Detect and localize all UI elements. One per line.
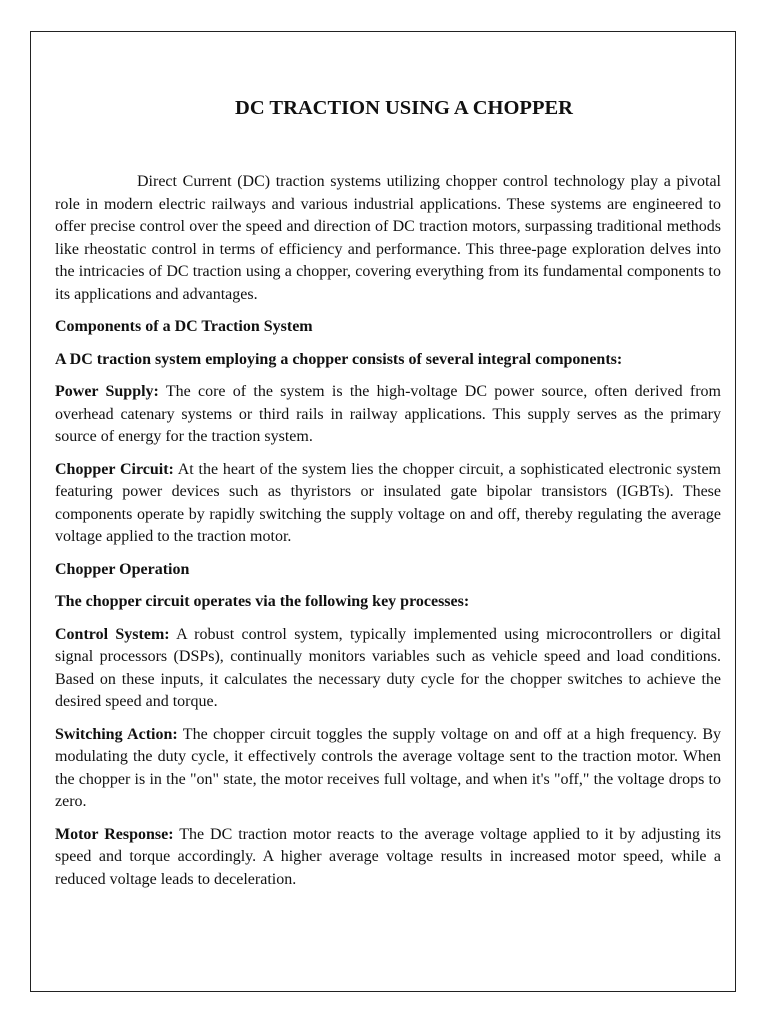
text-power-supply: The core of the system is the high-voltage DC power source, often derived from overhead catenary systems or third rails in railway applications. This supply serves as the primary source of energy for the traction system. bbox=[55, 383, 721, 445]
document-body bbox=[55, 94, 721, 891]
term-power-supply: Power Supply: bbox=[55, 383, 159, 400]
section-heading-operation: Chopper Operation bbox=[55, 560, 190, 578]
paragraph-power-supply bbox=[55, 381, 721, 449]
text-motor-response: The DC traction motor reacts to the average voltage applied to it by adjusting its speed and torque accordingly. A higher average voltage results in increased motor speed, while a reduced voltage leads to deceleration. bbox=[55, 825, 722, 888]
paragraph-motor-response bbox=[55, 824, 721, 892]
term-motor-response: Motor Response: bbox=[55, 825, 174, 843]
term-switching-action: Switching Action: bbox=[55, 725, 178, 743]
text-control-system: A robust control system, typically implemented using microcontrollers or digital signal processors (DSPs), continually monitors variables such as vehicle speed and load conditions. Based on these inputs, it calculates the necessary duty cycle for the chopper switches to achieve the desired speed and torque. bbox=[55, 625, 721, 710]
section-heading-components: Components of a DC Traction System bbox=[55, 318, 313, 335]
paragraph-chopper-circuit bbox=[55, 459, 721, 549]
term-control-system: Control System: bbox=[55, 625, 170, 643]
section-subheading-operation: The chopper circuit operates via the following key processes: bbox=[55, 593, 470, 610]
text-chopper-circuit: At the heart of the system lies the chopper circuit, a sophisticated electronic system featuring power devices such as thyristors or insulated gate bipolar transistors (IGBTs). These components operate by rapidly switching the supply voltage on and off, thereby regulating the average voltage applied to the traction motor. bbox=[55, 460, 722, 545]
text-switching-action: The chopper circuit toggles the supply voltage on and off at a high frequency. By modulating the duty cycle, it effectively controls the average voltage sent to the traction motor. When the chopper is in the "on" state, the motor receives full voltage, and when it's "off," the voltage drops to zero. bbox=[55, 725, 722, 810]
intro-paragraph: Direct Current (DC) traction systems utilizing chopper control technology play a pivotal role in modern electric railways and various industrial applications. These systems are engineered to offer precise control over the speed and direction of DC traction motors, surpassing traditional methods like rheostatic control in terms of efficiency and performance. This three-page exploration delves into the intricacies of DC traction using a chopper, covering everything from its fundamental components to its applications and advantages. bbox=[55, 173, 721, 303]
paragraph-control-system bbox=[55, 624, 721, 714]
section-subheading-components: A DC traction system employing a chopper consists of several integral components: bbox=[55, 350, 623, 368]
paragraph-switching-action bbox=[55, 724, 721, 814]
term-chopper-circuit: Chopper Circuit: bbox=[55, 460, 174, 478]
document-title: DC TRACTION USING A CHOPPER bbox=[235, 97, 573, 119]
